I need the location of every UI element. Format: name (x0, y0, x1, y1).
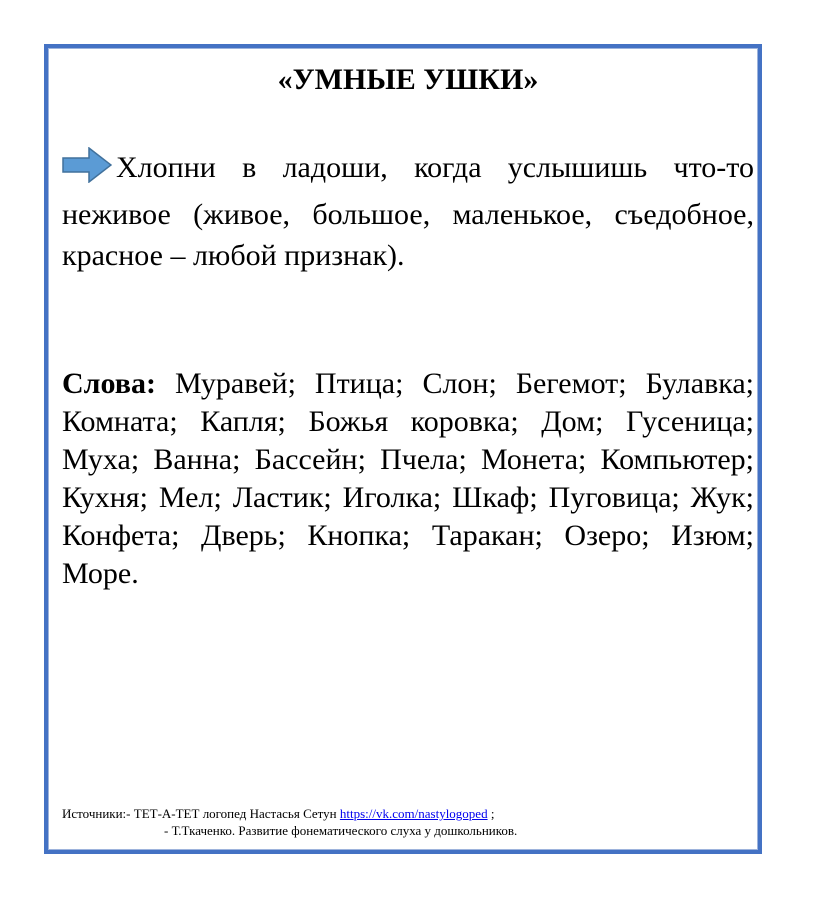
words-paragraph (62, 365, 754, 593)
sources-prefix: Источники:- ТЕТ-А-ТЕТ логопед Настасья Сетун (62, 806, 337, 821)
words-list: Муравей; Птица; Слон; Бегемот; Булавка; Комната; Капля; Божья коровка; Дом; Гусеница; Муха; Ванна; Бассейн; Пчела; Монета; Компьютер; Кухня; Мел; Ластик; Иголка; Шкаф; Пуговица; Жук; Конфета; Дверь; Кнопка; Таракан; Озеро; Изюм; Море. (62, 367, 755, 590)
instruction-text: Хлопни в ладоши, когда услышишь что-то неживое (живое, большое, маленькое, съедобное, красное – любой признак). (62, 151, 754, 272)
page-title: «УМНЫЕ УШКИ» (277, 63, 539, 96)
source-link[interactable]: https://vk.com/nastylogoped (339, 806, 488, 821)
sources-suffix: ; (490, 806, 495, 821)
right-arrow-icon (62, 147, 112, 194)
instruction-paragraph (62, 147, 754, 276)
sources-line-1 (62, 805, 517, 822)
sources-line-2: - Т.Ткаченко. Развитие фонематического слуха у дошкольников. (164, 823, 518, 838)
sources-footer (62, 805, 517, 839)
words-label: Слова: (62, 367, 156, 400)
